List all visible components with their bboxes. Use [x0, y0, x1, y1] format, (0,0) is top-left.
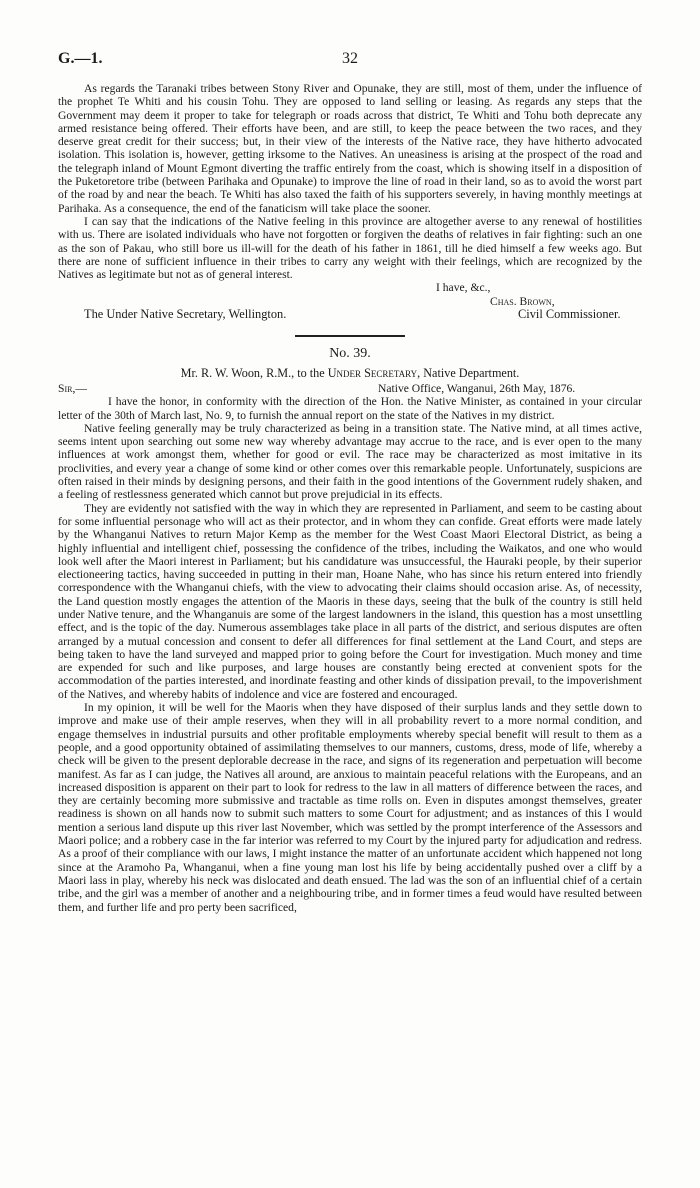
signature-row: [58, 295, 642, 308]
dateline: Native Office, Wanganui, 26th May, 1876.: [378, 381, 576, 395]
letter-heading: [58, 367, 642, 380]
body-text: [58, 82, 642, 914]
document-reference: G.—1.: [58, 50, 103, 67]
closing: I have, &c.,: [436, 281, 491, 295]
heading-recipient: Under Secretary,: [327, 365, 421, 380]
heading-department: Native Department.: [423, 365, 520, 380]
closing-row: [58, 281, 642, 294]
paragraph: Native feeling generally may be truly characterized as being in a transition state. The Native mind, at all times active, seems intent upon searching out some new way whereby advantage may accrue to the race, and is ever open to the many influences at work amongst them, whether for good or evil. The race may be characterized as most imitative in its proclivities, and every year a change of some kind or other comes over this remarkable people. Unfortunately, suspicions are often raised in their minds by designing persons, and their faith in the good intentions of the Government rudely shaken, and a feeling of restlessness generated which cannot but prove prejudicial in its effects.: [58, 421, 642, 502]
addressee: The Under Native Secretary, Wellington.: [84, 307, 287, 322]
signatory-title: Civil Commissioner.: [518, 307, 621, 322]
signature: Chas. Brown,: [490, 294, 555, 308]
page-header: [58, 50, 642, 74]
addressee-row: [58, 308, 642, 321]
section-divider: [295, 335, 405, 337]
paragraph: They are evidently not satisfied with the way in which they are represented in Parliament, and seem to be casting about for some influential personage who will act as their protector, and in whom they can confide. Great efforts were made lately by the Whanganui Natives to return Major Kemp as the member for the West Coast Maori Electoral District, as being a highly influential and intelligent chief, possessing the confidence of the tribes, including the Waikatos, and one who would look well after the Maori interest in Parliament; but his candidature was unsuccessful, the Hauraki people, by their superior electioneering tactics, having succeeded in putting in their man, Hoane Nahe, who has since his return entered into friendly correspondence with the Whanganui chiefs, with the view to advocating their claims should occasion arise. As, of necessity, the Land question mostly engages the attention of the Maoris in these days, seeing that the bulk of the country is still held under Native tenure, and the Whanganuis are some of the largest landowners in the island, this question has a most unsettling effect, and is the topic of the day. Numerous assemblages take place in all parts of the district, and serious disputes are often arranged by a mutual concession and consent to defer all differences for final settlement at the Land Court, and steps are being taken to have the land surveyed and mapped prior to going before the Court for investigation. Much money and time are expended for such and like purposes, and large houses are constantly being erected at convenient spots for the accommodation of the parties interested, and inordinate feasting and other kinds of dissipation prevail, to the impoverishment of the Natives, and whereby habits of indolence and vice are fostered and encouraged.: [58, 501, 642, 701]
heading-to: to the: [297, 365, 325, 380]
paragraph: As regards the Taranaki tribes between Stony River and Opunake, they are still, most of them, under the influence of the prophet Te Whiti and his cousin Tohu. They are opposed to land selling or leasing. As regards any steps that the Government may deem it proper to take for telegraph or roads across that district, Te Whiti and Tohu both deprecate any armed resistance being offered. Their efforts have been, and are still, to keep the peace between the two races, and they deserve great credit for their success; but, in their view of the interests of the Native race, they have hitherto advocated isolation. This isolation is, however, getting irksome to the Natives. An uneasiness is arising at the prospect of the road and the telegraph inland of Mount Egmont diverting the traffic entirely from the coast, which is showing itself in a disposition of the Puketoretore tribe (between Parihaka and Opunake) to improve the line of road in their land, so as to avoid the worst part of the road by and near the beach. Te Whiti has also taxed the faith of his supporters severely, in having monthly meetings at Parihaka. As a consequence, the end of the fanaticism will take place the sooner.: [58, 82, 642, 215]
salutation-row: [58, 382, 642, 395]
page-number: 32: [342, 50, 358, 67]
paragraph: In my opinion, it will be well for the Maoris when they have disposed of their surplus lands and they settle down to improve and make use of their ample reserves, when they will in all probability revert to a more normal condition, and engage themselves in industrial pursuits and other profitable employments whereby special benefit will result to them as a people, and a good opportunity obtained of assimilating themselves to our manners, customs, dress, mode of life, whereby a check will be given to the present deplorable decrease in the race, and signs of its regeneration and perpetuation will become manifest. As far as I can judge, the Natives all around, are anxious to maintain peaceful relations with the Europeans, and an increased disposition is apparent on their part to look for redress to the law in all matters of difference between the races, and they are certainly becoming more submissive and tractable as time rolls on. Even in disputes amongst themselves, greater readiness is shown on all hands now to submit such matters to some Court for adjustment; and as instances of this I would mention a serious land dispute up this river last November, which was settled by the prompt interference of the Assessors and Maori police; and a robbery case in the far interior was referred to my Court by the injured party for adjudication and redress. As a proof of their compliance with our laws, I might instance the matter of an unfortunate accident which happened not long since at the Aramoho Pa, Whanganui, when a fine young man lost his life by being accidentally pushed over a cliff by a Maori lass in play, whereby his neck was dislocated and death ensued. The lad was the son of an influential chief of a certain tribe, and the girl was a member of another and a neighbouring tribe, and in former times a feud would have resulted between them, and further life and pro perty been sacrificed,: [58, 701, 642, 914]
letter-number: No. 39.: [329, 346, 371, 362]
salutation: Sir,—: [58, 381, 87, 395]
heading-from: Mr. R. W. Woon, R.M.,: [180, 365, 295, 380]
paragraph: I can say that the indications of the Native feeling in this province are altogether averse to any renewal of hostilities with us. There are isolated individuals who have not forgotten or forgiven the deaths of relatives in fair fighting: such an one as the son of Pakau, who still bore us ill-will for the death of his father in 1861, till he died himself a few weeks ago. But there are none of sufficient influence in their tribes to carry any weight with their feelings, which are recognized by the Natives as legitimate but not as of general interest.: [58, 214, 642, 282]
paragraph: I have the honor, in conformity with the direction of the Hon. the Native Minister, as contained in your circular letter of the 30th of March last, No. 9, to furnish the annual report on the state of the Natives in my district.: [58, 395, 642, 422]
